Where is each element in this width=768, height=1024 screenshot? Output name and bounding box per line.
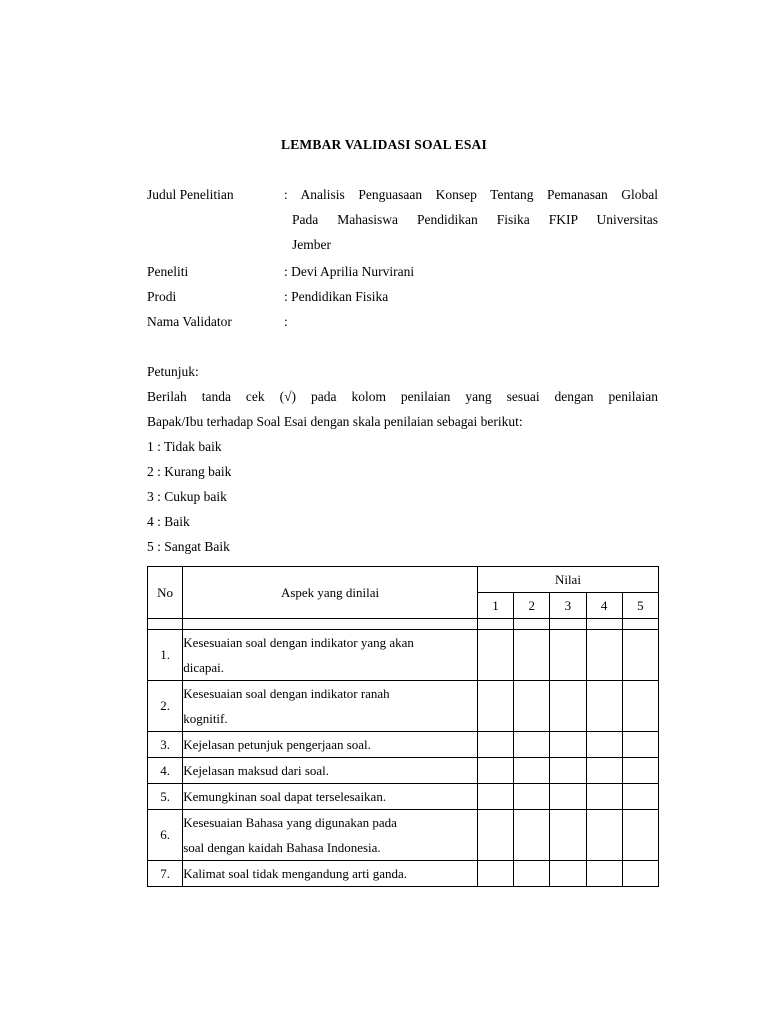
header-aspect: Aspek yang dinilai [183, 567, 478, 619]
field-value-peneliti: : Devi Aprilia Nurvirani [284, 264, 415, 279]
scale-item-5: 5 : Sangat Baik [147, 539, 230, 554]
score-cell[interactable] [477, 630, 513, 681]
score-cell[interactable] [477, 681, 513, 732]
field-value-validator: : [284, 314, 288, 329]
score-cell[interactable] [622, 758, 658, 784]
row-aspect [183, 810, 478, 861]
score-cell[interactable] [622, 630, 658, 681]
row-aspect [183, 784, 478, 810]
score-cell[interactable] [622, 732, 658, 758]
score-cell[interactable] [586, 732, 622, 758]
row-number: 7. [148, 861, 183, 887]
row-aspect [183, 861, 478, 887]
score-cell[interactable] [477, 810, 513, 861]
table-spacer-row [148, 619, 659, 630]
score-cell[interactable] [514, 732, 550, 758]
score-cell[interactable] [514, 758, 550, 784]
scale-item-4: 4 : Baik [147, 514, 190, 529]
row-number: 5. [148, 784, 183, 810]
row-aspect-line: Kesesuaian Bahasa yang digunakan pada [183, 815, 397, 830]
score-cell[interactable] [622, 861, 658, 887]
row-number: 4. [148, 758, 183, 784]
header-score-4: 4 [586, 593, 622, 619]
score-cell[interactable] [514, 630, 550, 681]
instructions [147, 359, 658, 559]
field-label-peneliti: Peneliti [147, 264, 189, 279]
table-row [148, 758, 659, 784]
row-number: 6. [148, 810, 183, 861]
table-row [148, 861, 659, 887]
score-cell[interactable] [622, 810, 658, 861]
row-aspect-line: Kejelasan maksud dari soal. [183, 763, 330, 778]
field-value-prodi: : Pendidikan Fisika [284, 289, 389, 304]
table-row [148, 784, 659, 810]
field-value-judul [284, 182, 658, 257]
score-cell[interactable] [550, 681, 586, 732]
score-cell[interactable] [586, 758, 622, 784]
judul-line-2: Pada Mahasiswa Pendidikan Fisika FKIP Universitas [292, 212, 658, 227]
row-number: 1. [148, 630, 183, 681]
score-cell[interactable] [550, 810, 586, 861]
score-cell[interactable] [477, 861, 513, 887]
score-cell[interactable] [550, 861, 586, 887]
row-aspect [183, 630, 478, 681]
score-cell[interactable] [477, 758, 513, 784]
field-label-judul: Judul Penelitian [147, 187, 234, 202]
table-row [148, 732, 659, 758]
row-aspect-line: Kalimat soal tidak mengandung arti ganda. [183, 866, 408, 881]
score-cell[interactable] [586, 681, 622, 732]
instructions-heading: Petunjuk: [147, 364, 199, 379]
table-row [148, 810, 659, 861]
row-aspect [183, 681, 478, 732]
row-number: 2. [148, 681, 183, 732]
scale-item-2: 2 : Kurang baik [147, 464, 232, 479]
header-score: Nilai [477, 567, 658, 593]
row-aspect-line: Kesesuaian soal dengan indikator ranah [183, 686, 390, 701]
row-aspect-line: dicapai. [183, 660, 224, 675]
document-title: LEMBAR VALIDASI SOAL ESAI [281, 137, 487, 152]
instructions-line-2: Bapak/Ibu terhadap Soal Esai dengan skala penilaian sebagai berikut: [147, 414, 523, 429]
field-label-prodi: Prodi [147, 289, 177, 304]
score-cell[interactable] [622, 784, 658, 810]
field-label-validator: Nama Validator [147, 314, 232, 329]
row-aspect [183, 732, 478, 758]
score-cell[interactable] [514, 861, 550, 887]
row-number: 3. [148, 732, 183, 758]
header-no: No [148, 567, 183, 619]
score-cell[interactable] [514, 810, 550, 861]
table-row [148, 681, 659, 732]
header-score-5: 5 [622, 593, 658, 619]
row-aspect-line: Kemungkinan soal dapat terselesaikan. [183, 789, 387, 804]
validation-table [147, 566, 659, 887]
row-aspect [183, 758, 478, 784]
score-cell[interactable] [477, 732, 513, 758]
row-aspect-line: kognitif. [183, 711, 228, 726]
score-cell[interactable] [550, 732, 586, 758]
score-cell[interactable] [586, 630, 622, 681]
score-cell[interactable] [550, 758, 586, 784]
instructions-line-1: Berilah tanda cek (√) pada kolom penilaian yang sesuai dengan penilaian [147, 389, 658, 404]
score-cell[interactable] [586, 861, 622, 887]
scale-item-1: 1 : Tidak baik [147, 439, 222, 454]
score-cell[interactable] [477, 784, 513, 810]
row-aspect-line: Kesesuaian soal dengan indikator yang akan [183, 635, 414, 650]
scale-item-3: 3 : Cukup baik [147, 489, 227, 504]
header-score-2: 2 [514, 593, 550, 619]
score-cell[interactable] [622, 681, 658, 732]
row-aspect-line: soal dengan kaidah Bahasa Indonesia. [183, 840, 381, 855]
score-cell[interactable] [514, 681, 550, 732]
score-cell[interactable] [550, 784, 586, 810]
judul-line-3: Jember [292, 237, 331, 252]
header-score-3: 3 [550, 593, 586, 619]
score-cell[interactable] [550, 630, 586, 681]
header-score-1: 1 [477, 593, 513, 619]
table-row [148, 630, 659, 681]
row-aspect-line: Kejelasan petunjuk pengerjaan soal. [183, 737, 371, 752]
score-cell[interactable] [514, 784, 550, 810]
judul-line-1: : Analisis Penguasaan Konsep Tentang Pemanasan Global [284, 187, 658, 202]
score-cell[interactable] [586, 784, 622, 810]
score-cell[interactable] [586, 810, 622, 861]
